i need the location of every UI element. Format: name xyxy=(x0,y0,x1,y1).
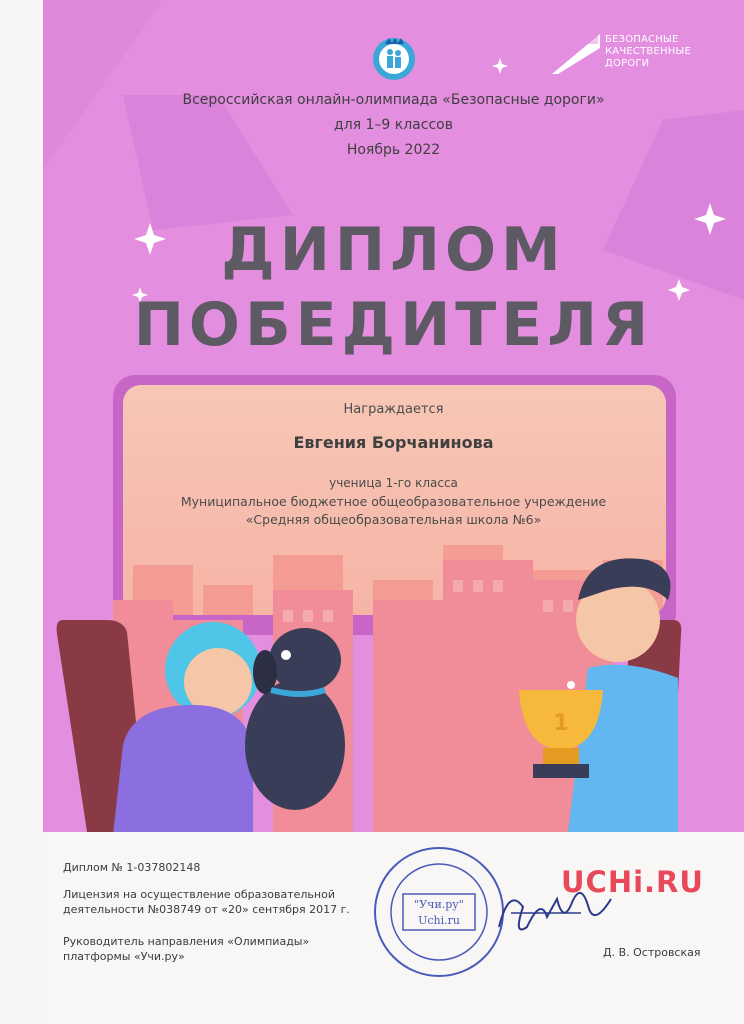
recipient-grade: ученица 1-го класса xyxy=(329,476,458,490)
award-label: Награждается xyxy=(343,402,444,417)
brand-line-1: БЕЗОПАСНЫЕ xyxy=(605,34,679,45)
organization-stamp xyxy=(369,842,509,982)
diploma-illustrated-area xyxy=(43,0,744,832)
diploma-footer xyxy=(43,832,744,1024)
olympiad-name: Всероссийская онлайн-олимпиада «Безопасные дороги» xyxy=(182,92,605,108)
signer-name: Д. В. Островская xyxy=(603,946,701,959)
uchi-logo: UCHi.RU xyxy=(561,865,704,899)
license-line-1: Лицензия на осуществление образовательной xyxy=(63,888,335,901)
trophy-number: 1 xyxy=(553,711,569,736)
title-line-1: ДИПЛОМ xyxy=(221,215,566,285)
brand-line-2: КАЧЕСТВЕННЫЕ ДОРОГИ xyxy=(605,46,691,69)
illustration-children xyxy=(43,0,744,832)
diploma-number: Диплом № 1-037802148 xyxy=(63,861,201,874)
title-line-2: ПОБЕДИТЕЛЯ xyxy=(133,290,654,360)
head-line-2: платформы «Учи.ру» xyxy=(63,950,185,963)
school-line-2: «Средняя общеобразовательная школа №6» xyxy=(245,512,542,527)
olympiad-date: Ноябрь 2022 xyxy=(346,142,441,158)
school-line-1: Муниципальное бюджетное общеобразовательное учреждение xyxy=(180,494,607,509)
license-line-2: деятельности №038749 от «20» сентября 2017 г. xyxy=(63,903,350,916)
recipient-name: Евгения Борчанинова xyxy=(293,433,494,452)
grades-range: для 1–9 классов xyxy=(334,117,453,133)
head-line-1: Руководитель направления «Олимпиады» xyxy=(63,935,310,948)
stamp-center-line-1: "Учи.ру" xyxy=(414,898,464,911)
stamp-center-line-2: Uchi.ru xyxy=(418,914,460,927)
